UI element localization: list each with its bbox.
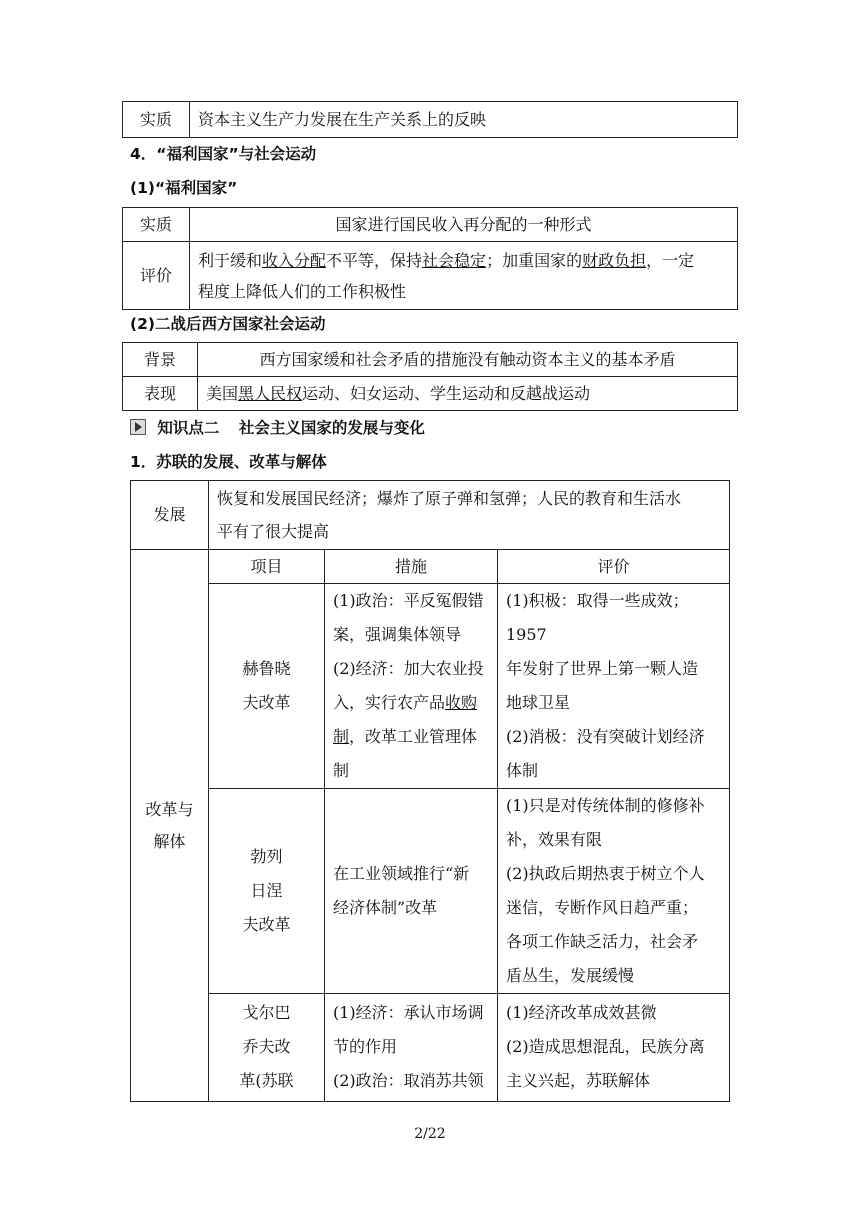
text: 入，实行农产品 [333, 693, 446, 712]
text: 地球卫星 [506, 693, 571, 712]
manifestation-label: 表现 [123, 377, 198, 411]
gorbachev-measures [325, 994, 498, 1102]
text: (2)消极：没有突破计划经济 [506, 727, 705, 746]
col-header-measures: 措施 [325, 550, 498, 584]
text: 革(苏联 [239, 1071, 294, 1090]
text: 夫改革 [242, 915, 291, 934]
text: (2)政治：取消苏共领 [333, 1071, 484, 1090]
essence-content: 资本主义生产力发展在生产关系上的反映 [190, 102, 738, 138]
text: 夫改革 [242, 693, 291, 712]
text: 体制 [506, 761, 539, 780]
text: 在工业领域推行“新 [333, 864, 470, 883]
text: (2)经济：加大农业投 [333, 659, 484, 678]
table-ussr [130, 480, 730, 1102]
text: 美国 [206, 383, 239, 403]
table-social-movements [122, 342, 738, 411]
underlined-term: 财政负担 [582, 250, 647, 270]
khrushchev-measures [325, 584, 498, 789]
underlined-term: 收入分配 [262, 250, 327, 270]
text: 改革与 [145, 799, 194, 819]
knowledge-point-heading [130, 416, 425, 438]
text: 节的作用 [333, 1037, 398, 1056]
text: 平有了很大提高 [217, 522, 330, 541]
col-header-item: 项目 [209, 550, 325, 584]
text: 解体 [153, 831, 186, 851]
text: (1)积极：取得一些成效；1957 [506, 591, 689, 644]
text: 案，强调集体领导 [333, 625, 462, 644]
knowledge-point-label: 知识点二 [157, 419, 220, 437]
text: ；加重国家的 [486, 250, 583, 270]
text: 乔夫改 [242, 1037, 291, 1056]
background-label: 背景 [123, 343, 198, 377]
text: 利于缓和 [198, 250, 263, 270]
text: 程度上降低人们的工作积极性 [198, 281, 407, 301]
development-label: 发展 [131, 481, 209, 550]
brezhnev-evaluation [498, 789, 730, 994]
text: 制 [333, 761, 350, 780]
text: 补，效果有限 [506, 830, 603, 849]
brezhnev-reform-name [209, 789, 325, 994]
text: 恢复和发展国民经济；爆炸了原子弹和氢弹；人民的教育和生活水 [217, 489, 682, 508]
movement-subheading: (2)二战后西方国家社会运动 [130, 315, 326, 333]
welfare-essence-label: 实质 [123, 208, 190, 242]
table-essence [122, 101, 738, 138]
essence-label: 实质 [123, 102, 190, 138]
text: 运动、妇女运动、学生运动和反越战运动 [302, 383, 591, 403]
underlined-term: 制 [333, 727, 350, 746]
development-content [209, 481, 730, 550]
underlined-term: 收购 [445, 693, 478, 712]
welfare-evaluation-label: 评价 [123, 242, 190, 310]
section-4-heading: 4．“福利国家”与社会运动 [130, 145, 317, 163]
col-header-evaluation: 评价 [498, 550, 730, 584]
welfare-evaluation-content [190, 242, 738, 310]
page-number: 2/22 [414, 1126, 446, 1142]
text: 迷信，专断作风日趋严重； [506, 898, 699, 917]
text: 勃列 [250, 847, 283, 866]
brezhnev-measures [325, 789, 498, 994]
khrushchev-evaluation [498, 584, 730, 789]
text: 赫鲁晓 [242, 659, 291, 678]
text: 年发射了世界上第一颗人造 [506, 659, 699, 678]
text: (1)经济：承认市场调 [333, 1003, 484, 1022]
background-content: 西方国家缓和社会矛盾的措施没有触动资本主义的基本矛盾 [198, 343, 738, 377]
underlined-term: 黑人民权 [238, 383, 303, 403]
text: 经济体制”改革 [333, 898, 438, 917]
text: ，改革工业管理体 [349, 727, 478, 746]
text: (1)只是对传统体制的修修补 [506, 796, 705, 815]
welfare-subheading: (1)“福利国家” [130, 179, 238, 197]
triangle-marker-icon [130, 419, 146, 435]
table-welfare-state [122, 207, 738, 310]
manifestation-content [198, 377, 738, 411]
text: 主义兴起，苏联解体 [506, 1071, 651, 1090]
knowledge-point-title: 社会主义国家的发展与变化 [238, 419, 425, 437]
text: 不平等，保持 [326, 250, 423, 270]
underlined-term: 社会稳定 [422, 250, 487, 270]
gorbachev-evaluation [498, 994, 730, 1102]
text: (1)经济改革成效甚微 [506, 1003, 657, 1022]
text: (2)造成思想混乱，民族分离 [506, 1037, 705, 1056]
text: 盾丛生，发展缓慢 [506, 966, 635, 985]
khrushchev-reform-name [209, 584, 325, 789]
welfare-essence-content: 国家进行国民收入再分配的一种形式 [190, 208, 738, 242]
gorbachev-reform-name [209, 994, 325, 1102]
text: (1)政治：平反冤假错 [333, 591, 484, 610]
text: (2)执政后期热衷于树立个人 [506, 864, 705, 883]
reform-dissolution-label [131, 550, 209, 1102]
ussr-heading: 1．苏联的发展、改革与解体 [130, 453, 327, 471]
text: 各项工作缺乏活力，社会矛 [506, 932, 699, 951]
text: 戈尔巴 [242, 1003, 291, 1022]
text: 日涅 [250, 881, 283, 900]
text: ，一定 [646, 250, 695, 270]
